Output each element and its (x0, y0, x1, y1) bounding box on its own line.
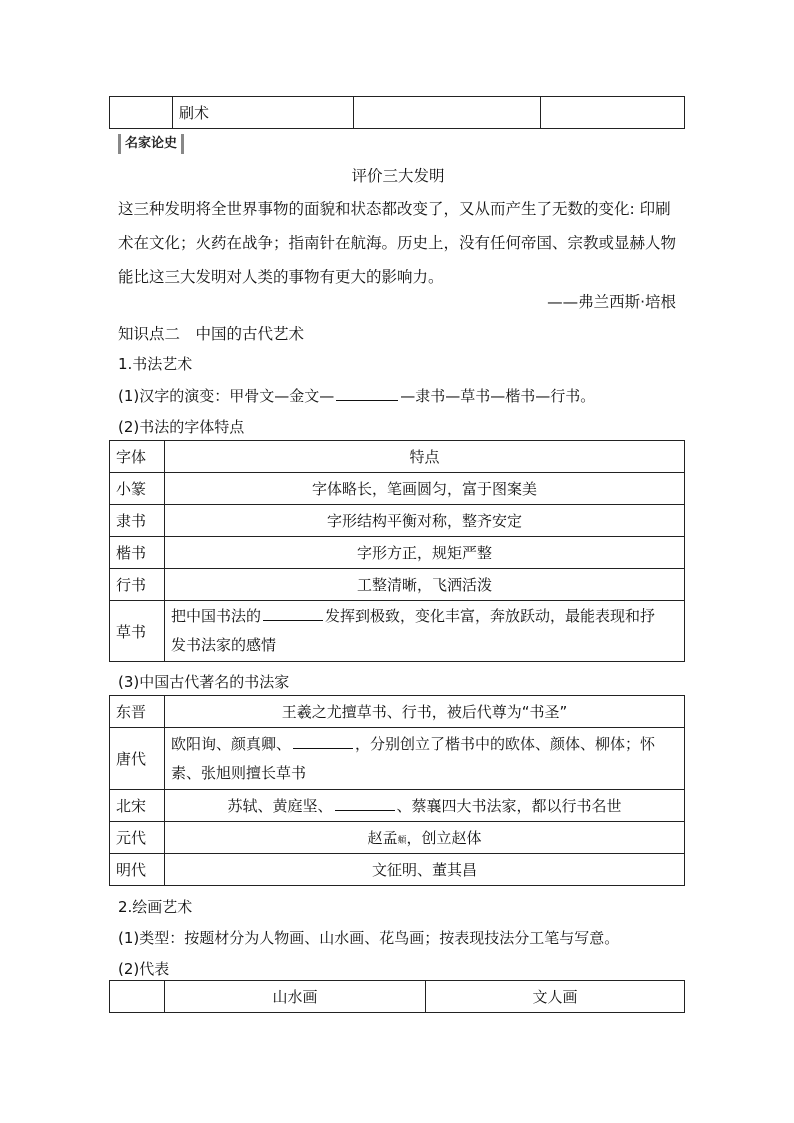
table-row (110, 505, 685, 537)
font-desc: 字形结构平衡对称，整齐安定 (165, 505, 685, 537)
font-name: 行书 (110, 569, 165, 601)
era: 元代 (110, 822, 165, 854)
fill-blank (336, 386, 398, 401)
cao-post: 发挥到极致，变化丰富，奔放跃动，最能表现和抒 (325, 607, 656, 625)
era-desc: 王羲之尤擅草书、行书，被后代尊为“书圣” (165, 696, 685, 728)
script-evolution-line (118, 385, 678, 406)
yuan-small-char: 頫 (397, 836, 407, 846)
subsection-calligraphy: 1.书法艺术 (118, 355, 193, 373)
top-table-empty-cell (541, 97, 685, 129)
yuan-post: ，创立赵体 (406, 829, 482, 847)
song-pre: 苏轼、黄庭坚、 (227, 797, 333, 815)
font-name: 楷书 (110, 537, 165, 569)
top-table-empty-cell (354, 97, 541, 129)
top-table (109, 96, 685, 129)
era-desc (165, 790, 685, 822)
font-desc: 字形方正，规矩严整 (165, 537, 685, 569)
era: 北宋 (110, 790, 165, 822)
top-table-label: 刷术 (173, 97, 354, 129)
table-row (110, 790, 685, 822)
era-desc (165, 728, 685, 790)
font-features-heading: (2)书法的字体特点 (118, 418, 245, 436)
table-row (110, 569, 685, 601)
evo-suffix: —隶书—草书—楷书—行书。 (400, 387, 596, 405)
font-name: 隶书 (110, 505, 165, 537)
tang-post: ，分别创立了楷书中的欧体、颜体、柳体；怀 (355, 734, 656, 753)
tang-pre: 欧阳询、颜真卿、 (171, 734, 292, 753)
font-desc: 字体略长，笔画圆匀，富于图案美 (165, 473, 685, 505)
painting-representatives-heading: (2)代表 (118, 960, 170, 978)
evo-prefix: (1)汉字的演变：甲骨文—金文— (118, 387, 335, 405)
painting-table (109, 980, 685, 1013)
painting-types: (1)类型：按题材分为人物画、山水画、花鸟画；按表现技法分工笔与写意。 (118, 929, 620, 947)
song-post: 、蔡襄四大书法家，都以行书名世 (396, 797, 622, 815)
table-row (110, 696, 685, 728)
essay-author: ——弗兰西斯·培根 (547, 293, 676, 311)
tang-line2: 素、张旭则擅长草书 (171, 763, 307, 782)
calligraphers-heading: (3)中国古代著名的书法家 (118, 673, 290, 691)
essay-title: 评价三大发明 (351, 167, 445, 185)
table-row (110, 728, 685, 790)
table-row (110, 601, 685, 662)
table-row (110, 822, 685, 854)
calligraphers-table (109, 695, 685, 886)
fill-blank (335, 796, 395, 811)
section-heading: 知识点二 中国的古代艺术 (118, 325, 305, 343)
cao-pre: 把中国书法的 (171, 607, 262, 625)
fill-blank (263, 606, 323, 621)
fill-blank (293, 734, 353, 749)
table-row (110, 537, 685, 569)
header-feature: 特点 (165, 441, 685, 473)
font-name: 草书 (110, 601, 165, 662)
font-desc (165, 601, 685, 662)
era: 唐代 (110, 728, 165, 790)
table-row (110, 473, 685, 505)
era: 明代 (110, 854, 165, 886)
font-table (109, 440, 685, 662)
era: 东晋 (110, 696, 165, 728)
font-name: 小篆 (110, 473, 165, 505)
table-row (110, 854, 685, 886)
cao-line2: 发书法家的感情 (171, 636, 277, 654)
font-desc: 工整清晰，飞洒活泼 (165, 569, 685, 601)
yuan-main: 赵孟 (367, 829, 398, 847)
painting-empty-cell (110, 981, 165, 1013)
section-tag: 名家论史 (118, 134, 184, 154)
painting-col-literati: 文人画 (426, 981, 685, 1013)
subsection-painting: 2.绘画艺术 (118, 898, 193, 916)
era-desc: 文征明、董其昌 (165, 854, 685, 886)
top-table-empty-cell (110, 97, 173, 129)
era-desc (165, 822, 685, 854)
header-font: 字体 (110, 441, 165, 473)
painting-col-landscape: 山水画 (165, 981, 426, 1013)
essay-body: 这三种发明将全世界事物的面貌和状态都改变了，又从而产生了无数的变化: 印刷术在文化；火药在战争；指南针在航海。历史上，没有任何帝国、宗教或显赫人物能比这三大发明对人类的事物有更大的影响力。 (118, 200, 677, 286)
